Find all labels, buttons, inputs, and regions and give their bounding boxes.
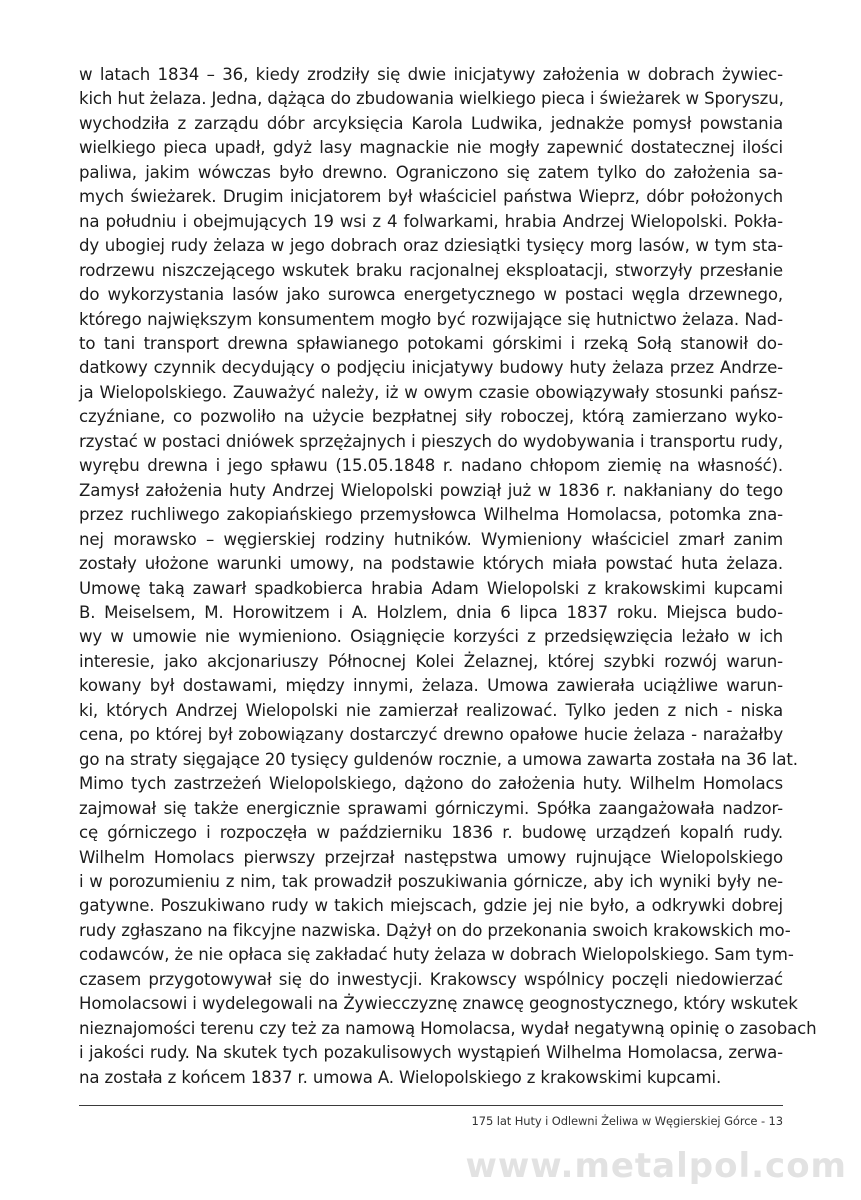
- text-line: B. Meiselsem, M. Horowitzem i A. Holzlem, dnia 6 lipca 1837 roku. Miejsca budo-: [79, 602, 783, 622]
- text-line: Zamysł założenia huty Andrzej Wielopolski powziął już w 1836 r. nakłaniany do tego: [79, 480, 783, 500]
- text-line: to tani transport drewna spławianego potokami górskimi i rzeką Sołą stanowił do-: [79, 333, 783, 353]
- text-line: na została z końcem 1837 r. umowa A. Wielopolskiego z krakowskimi kupcami.: [79, 1067, 722, 1087]
- text-line: interesie, jako akcjonariuszy Północnej Kolei Żelaznej, której szybki rozwój warun-: [79, 651, 783, 671]
- text-line: przez ruchliwego zakopiańskiego przemysłowca Wilhelma Homolacsa, potomka zna-: [79, 505, 783, 525]
- text-line: wychodziła z zarządu dóbr arcyksięcia Karola Ludwika, jednakże pomysł powstania: [79, 113, 783, 133]
- text-line: kowany był dostawami, między innymi, żelaza. Umowa zawierała uciążliwe warun-: [79, 676, 783, 696]
- text-line: Umowę taką zawarł spadkobierca hrabia Adam Wielopolski z krakowskimi kupcami: [79, 578, 783, 598]
- text-line: zostały ułożone warunki umowy, na podstawie których miała powstać huta żelaza.: [79, 554, 783, 574]
- text-line: do wykorzystania lasów jako surowca energetycznego w postaci węgla drzewnego,: [79, 285, 783, 305]
- text-line: cę górniczego i rozpoczęła w październiku 1836 r. budowę urządzeń kopalń rudy.: [79, 823, 783, 843]
- text-line: wielkiego pieca upadł, gdyż lasy magnackie nie mogły zapewnić dostatecznej ilości: [79, 138, 783, 158]
- text-line: którego największym konsumentem mogło być rozwijające się hutnictwo żelaza. Nad-: [79, 309, 783, 329]
- text-line: Homolacsowi i wydelegowali na Żywiecczyznę znawcę geognostycznego, który wskutek: [79, 994, 798, 1014]
- text-line: Wilhelm Homolacs pierwszy przejrzał następstwa umowy rujnujące Wielopolskiego: [79, 847, 783, 867]
- text-line: cena, po której był zobowiązany dostarczyć drewno opałowe hucie żelaza - narażałby: [79, 725, 783, 745]
- text-line: gatywne. Poszukiwano rudy w takich miejscach, gdzie jej nie było, a odkrywki dobrej: [79, 896, 783, 916]
- watermark: www.metalpol.com: [465, 1146, 847, 1186]
- text-line: ki, których Andrzej Wielopolski nie zamierzał realizować. Tylko jeden z nich - niska: [79, 700, 783, 720]
- text-line: nej morawsko – węgierskiej rodziny hutników. Wymieniony właściciel zmarł zanim: [79, 529, 783, 549]
- text-line: i w porozumieniu z nim, tak prowadził poszukiwania górnicze, aby ich wyniki były ne-: [79, 871, 783, 891]
- text-line: rzystać w postaci dniówek sprzężajnych i pieszych do wydobywania i transportu rudy,: [79, 431, 783, 451]
- text-line: paliwa, jakim wówczas było drewno. Ograniczono się zatem tylko do założenia sa-: [79, 162, 783, 182]
- text-line: w latach 1834 – 36, kiedy zrodziły się dwie inicjatywy założenia w dobrach żywiec-: [79, 65, 783, 84]
- text-line: czasem przygotowywał się do inwestycji. Krakowscy wspólnicy poczęli niedowierzać: [79, 969, 783, 989]
- text-line: rodrzewu niszczejącego wskutek braku racjonalnej eksploatacji, stworzyły przesłanie: [79, 260, 783, 280]
- text-line: i jakości rudy. Na skutek tych pozakulisowych wystąpień Wilhelma Homolacsa, zerwa-: [79, 1043, 783, 1063]
- text-line: Mimo tych zastrzeżeń Wielopolskiego, dążono do założenia huty. Wilhelm Homolacs: [79, 774, 783, 794]
- page-footer: 175 lat Huty i Odlewni Żeliwa w Węgierskiej Górce - 13: [471, 1114, 783, 1128]
- text-line: ja Wielopolskiego. Zauważyć należy, iż w owym czasie obowiązywały stosunki pańsz-: [79, 382, 783, 402]
- text-line: zajmował się także energicznie sprawami górniczymi. Spółka zaangażowała nadzor-: [79, 798, 783, 818]
- text-line: rudy zgłaszano na fikcyjne nazwiska. Dążył on do przekonania swoich krakowskich mo-: [79, 920, 791, 940]
- text-line: go na straty sięgające 20 tysięcy guldenów rocznie, a umowa zawarta została na 36 lat.: [79, 749, 798, 769]
- body-paragraph: [79, 63, 817, 1090]
- text-line: mych świeżarek. Drugim inicjatorem był właściciel państwa Wieprz, dóbr położonych: [79, 187, 783, 207]
- footer-divider: [79, 1105, 783, 1106]
- text-line: kich hut żelaza. Jedna, dążąca do zbudowania wielkiego pieca i świeżarek w Sporyszu,: [79, 89, 784, 109]
- text-line: wy w umowie nie wymieniono. Osiągnięcie korzyści z przedsięwzięcia leżało w ich: [79, 627, 783, 647]
- text-line: dy ubogiej rudy żelaza w jego dobrach oraz dziesiątki tysięcy morg lasów, w tym sta-: [79, 236, 783, 256]
- text-line: wyrębu drewna i jego spławu (15.05.1848 r. nadano chłopom ziemię na własność).: [79, 456, 783, 476]
- text-line: datkowy czynnik decydujący o podjęciu inicjatywy budowy huty żelaza przez Andrze-: [79, 358, 783, 378]
- text-line: na południu i obejmujących 19 wsi z 4 folwarkami, hrabia Andrzej Wielopolski. Pokła-: [79, 211, 783, 231]
- text-line: codawców, że nie opłaca się zakładać huty żelaza w dobrach Wielopolskiego. Sam tym-: [79, 945, 794, 965]
- text-line: czyźniane, co pozwoliło na użycie bezpłatnej siły roboczej, którą zamierzano wyko-: [79, 407, 783, 427]
- text-line: nieznajomości terenu czy też za namową Homolacsa, wydał negatywną opinię o zasobach: [79, 1018, 817, 1038]
